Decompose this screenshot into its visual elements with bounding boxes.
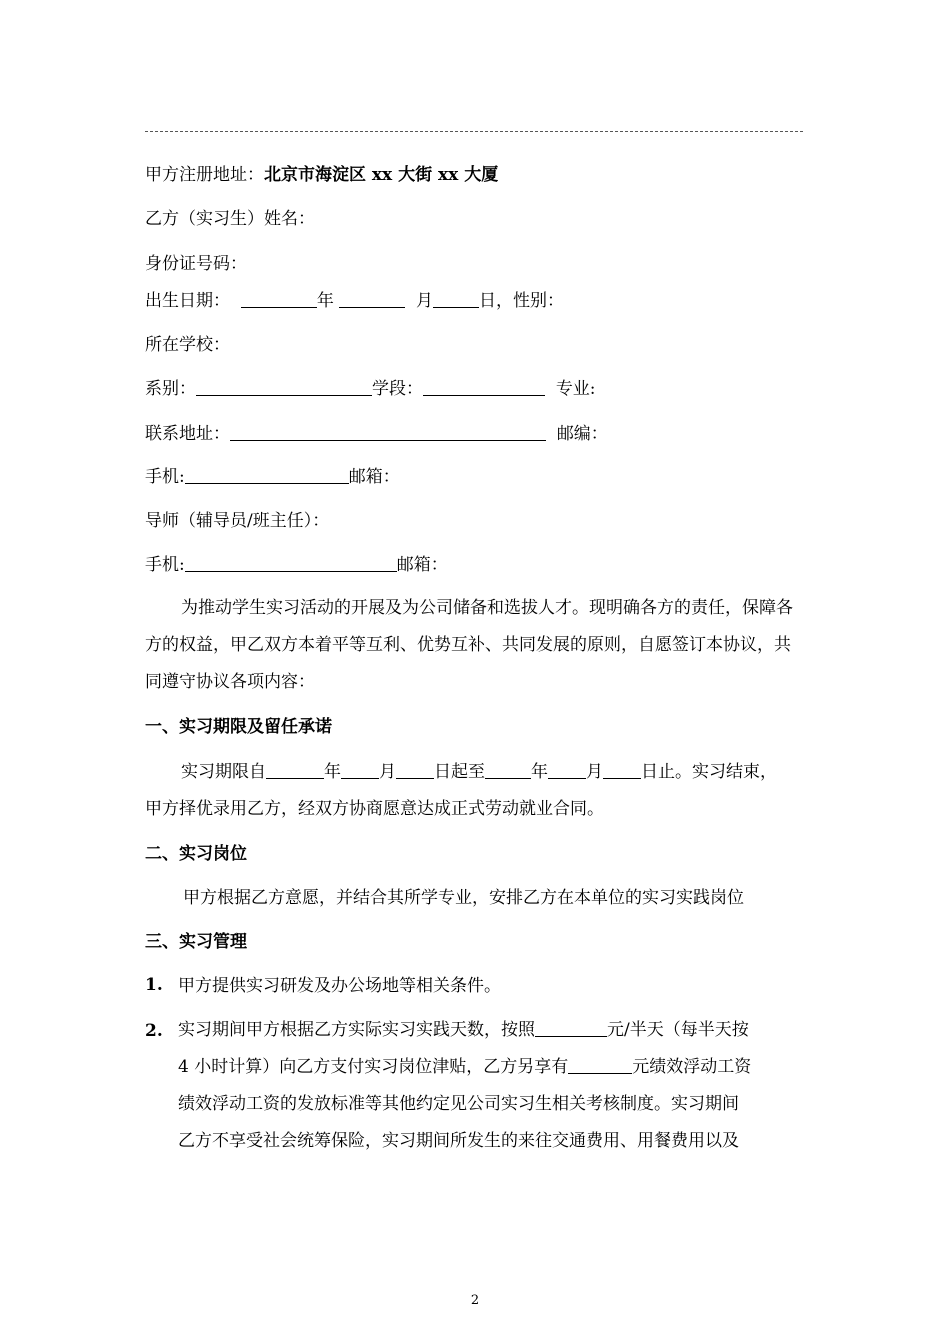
section1-line2: 甲方择优录用乙方，经双方协商愿意达成正式劳动就业合同。 — [145, 799, 604, 819]
item1-number: 1. — [145, 975, 163, 995]
item2-line1-a: 实习期间甲方根据乙方实际实习实践天数，按照 — [178, 1020, 535, 1040]
tutor-contact-row — [145, 554, 448, 576]
postcode-label: 邮编： — [556, 424, 608, 444]
birth-date-label: 出生日期： — [145, 291, 230, 311]
intern-name-row — [145, 208, 315, 230]
section3-title: 三、实习管理 — [145, 932, 247, 952]
end-year-blank[interactable] — [485, 761, 531, 779]
birth-year-label: 年 — [316, 291, 334, 311]
start-year-blank[interactable] — [266, 761, 324, 779]
item2-line2-b: 元绩效浮动工资 — [632, 1057, 752, 1077]
item2-line1-b: 元/半天（每半天按 — [607, 1020, 749, 1040]
intern-name-label: 乙方（实习生）姓名： — [145, 209, 315, 229]
mobile-blank[interactable] — [185, 466, 349, 484]
page-number: 2 — [470, 1293, 480, 1308]
birth-day-gender-label: 日，性别： — [479, 291, 565, 311]
major-label: 专业: — [555, 379, 596, 399]
grade-label: 学段： — [372, 379, 423, 399]
item2-line4: 乙方不享受社会统筹保险，实习期间所发生的来往交通费用、用餐费用以及 — [178, 1131, 739, 1151]
end-day-blank[interactable] — [603, 761, 641, 779]
start-day-blank[interactable] — [396, 761, 434, 779]
bonus-blank[interactable] — [568, 1056, 632, 1074]
birth-date-row — [145, 290, 564, 312]
dept-blank[interactable] — [196, 378, 372, 396]
tutor-label: 导师（辅导员/班主任）： — [145, 511, 330, 531]
period-from-label: 实习期限自 — [181, 762, 266, 782]
item1-text: 甲方提供实习研发及办公场地等相关条件。 — [178, 976, 501, 996]
address-row — [145, 423, 608, 445]
item2-line3: 绩效浮动工资的发放标准等其他约定见公司实习生相关考核制度。实习期间 — [178, 1094, 739, 1114]
end-month-label: 月 — [586, 762, 603, 782]
start-month-label: 月 — [379, 762, 396, 782]
party-a-address-label: 甲方注册地址： — [145, 165, 264, 185]
allowance-blank[interactable] — [535, 1019, 607, 1037]
birth-month-blank[interactable] — [339, 290, 405, 308]
mobile-row — [145, 466, 400, 488]
internship-period-row — [181, 761, 777, 783]
id-number-row — [145, 253, 247, 275]
birth-year-blank[interactable] — [241, 290, 317, 308]
address-blank[interactable] — [230, 423, 546, 441]
tutor-mobile-blank[interactable] — [185, 554, 397, 572]
party-a-address-value: 北京市海淀区 xx 大街 xx 大厦 — [264, 165, 499, 185]
start-day-label: 日起至 — [434, 762, 485, 782]
dept-row — [145, 378, 596, 400]
end-day-label: 日止。实习结束， — [641, 762, 777, 782]
tutor-row — [145, 510, 329, 532]
mobile-label: 手机: — [145, 467, 185, 487]
party-a-address-row — [145, 164, 498, 186]
header-rule — [145, 131, 803, 132]
section2-title: 二、实习岗位 — [145, 844, 247, 864]
school-label: 所在学校： — [145, 335, 230, 355]
end-year-label: 年 — [531, 762, 548, 782]
end-month-blank[interactable] — [548, 761, 586, 779]
id-number-label: 身份证号码： — [145, 254, 247, 274]
school-row — [145, 334, 230, 356]
tutor-email-label: 邮箱： — [396, 555, 448, 575]
birth-month-label: 月 — [416, 291, 434, 311]
item2-text — [178, 1012, 808, 1160]
start-month-blank[interactable] — [341, 761, 379, 779]
item2-number: 2. — [145, 1021, 163, 1041]
grade-blank[interactable] — [423, 378, 545, 396]
dept-label: 系别： — [145, 379, 196, 399]
email-label: 邮箱： — [348, 467, 400, 487]
birth-day-blank[interactable] — [433, 290, 479, 308]
section2-body: 甲方根据乙方意愿，并结合其所学专业，安排乙方在本单位的实习实践岗位 — [183, 888, 744, 908]
item2-line2-a: 4 小时计算）向乙方支付实习岗位津贴，乙方另享有 — [178, 1057, 569, 1077]
start-year-label: 年 — [324, 762, 341, 782]
address-label: 联系地址： — [145, 424, 230, 444]
section1-title: 一、实习期限及留任承诺 — [145, 717, 332, 737]
intro-paragraph: 为推动学生实习活动的开展及为公司储备和选拔人才。现明确各方的责任，保障各方的权益，甲乙双方本着平等互利、优势互补、共同发展的原则，自愿签订本协议，共同遵守协议各项内容： — [145, 598, 793, 692]
tutor-mobile-label: 手机: — [145, 555, 185, 575]
